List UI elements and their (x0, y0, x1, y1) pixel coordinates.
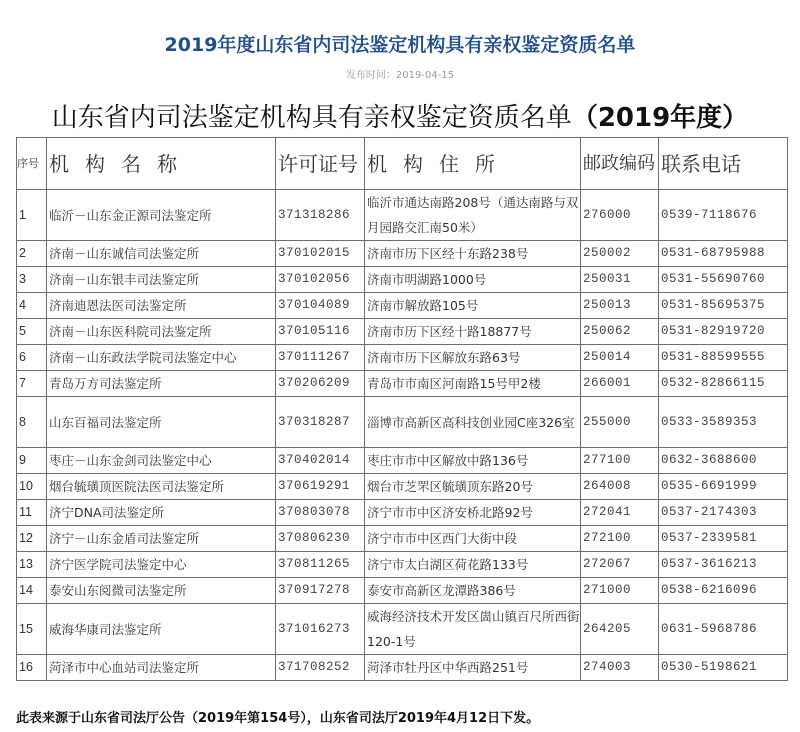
cell-name: 临沂－山东金正源司法鉴定所 (47, 190, 276, 241)
cell-postcode: 276000 (581, 190, 659, 241)
cell-license: 370111267 (276, 345, 365, 371)
cell-name: 烟台毓璜顶医院法医司法鉴定所 (47, 474, 276, 500)
cell-address: 威海经济技术开发区崮山镇百尺所西街120-1号 (365, 604, 581, 655)
cell-address: 烟台市芝罘区毓璜顶东路20号 (365, 474, 581, 500)
cell-postcode: 264205 (581, 604, 659, 655)
cell-phone: 0538-6216096 (659, 578, 788, 604)
table-row (17, 552, 788, 578)
table-row (17, 655, 788, 681)
table-row (17, 293, 788, 319)
table-row (17, 397, 788, 448)
cell-phone: 0537-2339581 (659, 526, 788, 552)
cell-seq: 2 (17, 241, 47, 267)
cell-license: 370206209 (276, 371, 365, 397)
table-row (17, 319, 788, 345)
cell-address: 济宁市市中区西门大街中段 (365, 526, 581, 552)
column-header-license: 许可证号 (276, 138, 365, 190)
cell-seq: 5 (17, 319, 47, 345)
cell-address: 济宁市市中区济安桥北路92号 (365, 500, 581, 526)
cell-postcode: 277100 (581, 448, 659, 474)
table-row (17, 526, 788, 552)
cell-name: 菏泽市中心血站司法鉴定所 (47, 655, 276, 681)
column-header-address: 机构住所 (365, 138, 581, 190)
cell-license: 370105116 (276, 319, 365, 345)
cell-seq: 3 (17, 267, 47, 293)
cell-address: 济南市历下区经十东路238号 (365, 241, 581, 267)
cell-name: 枣庄－山东金剑司法鉴定中心 (47, 448, 276, 474)
cell-license: 370619291 (276, 474, 365, 500)
cell-license: 370104089 (276, 293, 365, 319)
source-footnote: 此表来源于山东省司法厅公告（2019年第154号），山东省司法厅2019年4月12日下发。 (16, 711, 540, 726)
document-heading-text: 山东省内司法鉴定机构具有亲权鉴定资质名单 (51, 103, 572, 133)
cell-address: 临沂市通达南路208号（通达南路与双月园路交汇南50米） (365, 190, 581, 241)
cell-address: 枣庄市市中区解放中路136号 (365, 448, 581, 474)
table-row (17, 500, 788, 526)
cell-address: 泰安市高新区龙潭路386号 (365, 578, 581, 604)
cell-phone: 0531-68795988 (659, 241, 788, 267)
cell-postcode: 264008 (581, 474, 659, 500)
cell-phone: 0537-3616213 (659, 552, 788, 578)
institution-table (16, 137, 788, 681)
cell-license: 370811265 (276, 552, 365, 578)
cell-name: 济南－山东医科院司法鉴定所 (47, 319, 276, 345)
document-heading (0, 101, 800, 135)
table-body (17, 190, 788, 681)
cell-name: 山东百福司法鉴定所 (47, 397, 276, 448)
cell-license: 370402014 (276, 448, 365, 474)
cell-phone: 0531-85695375 (659, 293, 788, 319)
table-row (17, 267, 788, 293)
cell-postcode: 250002 (581, 241, 659, 267)
cell-license: 371318286 (276, 190, 365, 241)
cell-name: 济宁DNA司法鉴定所 (47, 500, 276, 526)
table-row (17, 604, 788, 655)
cell-license: 370318287 (276, 397, 365, 448)
cell-seq: 14 (17, 578, 47, 604)
cell-address: 济南市历下区经十路18877号 (365, 319, 581, 345)
cell-postcode: 255000 (581, 397, 659, 448)
column-header-name: 机构名称 (47, 138, 276, 190)
cell-name: 济南迪恩法医司法鉴定所 (47, 293, 276, 319)
cell-name: 泰安山东阅微司法鉴定所 (47, 578, 276, 604)
cell-name: 济宁医学院司法鉴定中心 (47, 552, 276, 578)
cell-postcode: 250013 (581, 293, 659, 319)
column-header-phone: 联系电话 (659, 138, 788, 190)
cell-name: 济南－山东政法学院司法鉴定中心 (47, 345, 276, 371)
cell-phone: 0631-5968786 (659, 604, 788, 655)
cell-seq: 7 (17, 371, 47, 397)
cell-address: 青岛市市南区河南路15号甲2楼 (365, 371, 581, 397)
column-header-postcode: 邮政编码 (581, 138, 659, 190)
cell-address: 济南市历下区解放东路63号 (365, 345, 581, 371)
cell-phone: 0535-6691999 (659, 474, 788, 500)
table-row (17, 371, 788, 397)
cell-license: 371016273 (276, 604, 365, 655)
cell-seq: 9 (17, 448, 47, 474)
cell-seq: 12 (17, 526, 47, 552)
cell-seq: 10 (17, 474, 47, 500)
cell-address: 菏泽市牡丹区中华西路251号 (365, 655, 581, 681)
table-row (17, 345, 788, 371)
cell-license: 370917278 (276, 578, 365, 604)
cell-phone: 0533-3589353 (659, 397, 788, 448)
cell-address: 淄博市高新区高科技创业园C座326室 (365, 397, 581, 448)
cell-address: 济宁市太白湖区荷花路133号 (365, 552, 581, 578)
cell-phone: 0531-88599555 (659, 345, 788, 371)
cell-license: 370806230 (276, 526, 365, 552)
cell-name: 济南－山东银丰司法鉴定所 (47, 267, 276, 293)
cell-postcode: 250031 (581, 267, 659, 293)
cell-phone: 0531-82919720 (659, 319, 788, 345)
cell-postcode: 272041 (581, 500, 659, 526)
cell-postcode: 274003 (581, 655, 659, 681)
cell-seq: 13 (17, 552, 47, 578)
cell-postcode: 272067 (581, 552, 659, 578)
publish-time: 发布时间：2019-04-15 (345, 70, 455, 81)
cell-phone: 0632-3688600 (659, 448, 788, 474)
cell-phone: 0539-7118676 (659, 190, 788, 241)
cell-license: 370102056 (276, 267, 365, 293)
table-row (17, 448, 788, 474)
cell-postcode: 271000 (581, 578, 659, 604)
column-header-seq: 序号 (17, 138, 47, 190)
cell-name: 济南－山东诚信司法鉴定所 (47, 241, 276, 267)
cell-name: 青岛万方司法鉴定所 (47, 371, 276, 397)
table-row (17, 578, 788, 604)
cell-seq: 6 (17, 345, 47, 371)
cell-license: 371708252 (276, 655, 365, 681)
cell-name: 济宁－山东金盾司法鉴定所 (47, 526, 276, 552)
cell-phone: 0530-5198621 (659, 655, 788, 681)
cell-seq: 16 (17, 655, 47, 681)
cell-seq: 15 (17, 604, 47, 655)
cell-postcode: 250014 (581, 345, 659, 371)
page-title: 2019年度山东省内司法鉴定机构具有亲权鉴定资质名单 (164, 34, 636, 56)
cell-seq: 8 (17, 397, 47, 448)
table-row (17, 474, 788, 500)
cell-address: 济南市解放路105号 (365, 293, 581, 319)
table-row (17, 190, 788, 241)
table-header-row (17, 138, 788, 190)
cell-postcode: 266001 (581, 371, 659, 397)
cell-postcode: 272100 (581, 526, 659, 552)
cell-phone: 0537-2174303 (659, 500, 788, 526)
cell-seq: 11 (17, 500, 47, 526)
cell-license: 370102015 (276, 241, 365, 267)
cell-address: 济南市明湖路1000号 (365, 267, 581, 293)
cell-seq: 4 (17, 293, 47, 319)
cell-license: 370803078 (276, 500, 365, 526)
cell-phone: 0531-55690760 (659, 267, 788, 293)
cell-seq: 1 (17, 190, 47, 241)
table-row (17, 241, 788, 267)
cell-name: 威海华康司法鉴定所 (47, 604, 276, 655)
cell-postcode: 250062 (581, 319, 659, 345)
document-heading-year: （2019年度） (571, 103, 749, 133)
cell-phone: 0532-82866115 (659, 371, 788, 397)
